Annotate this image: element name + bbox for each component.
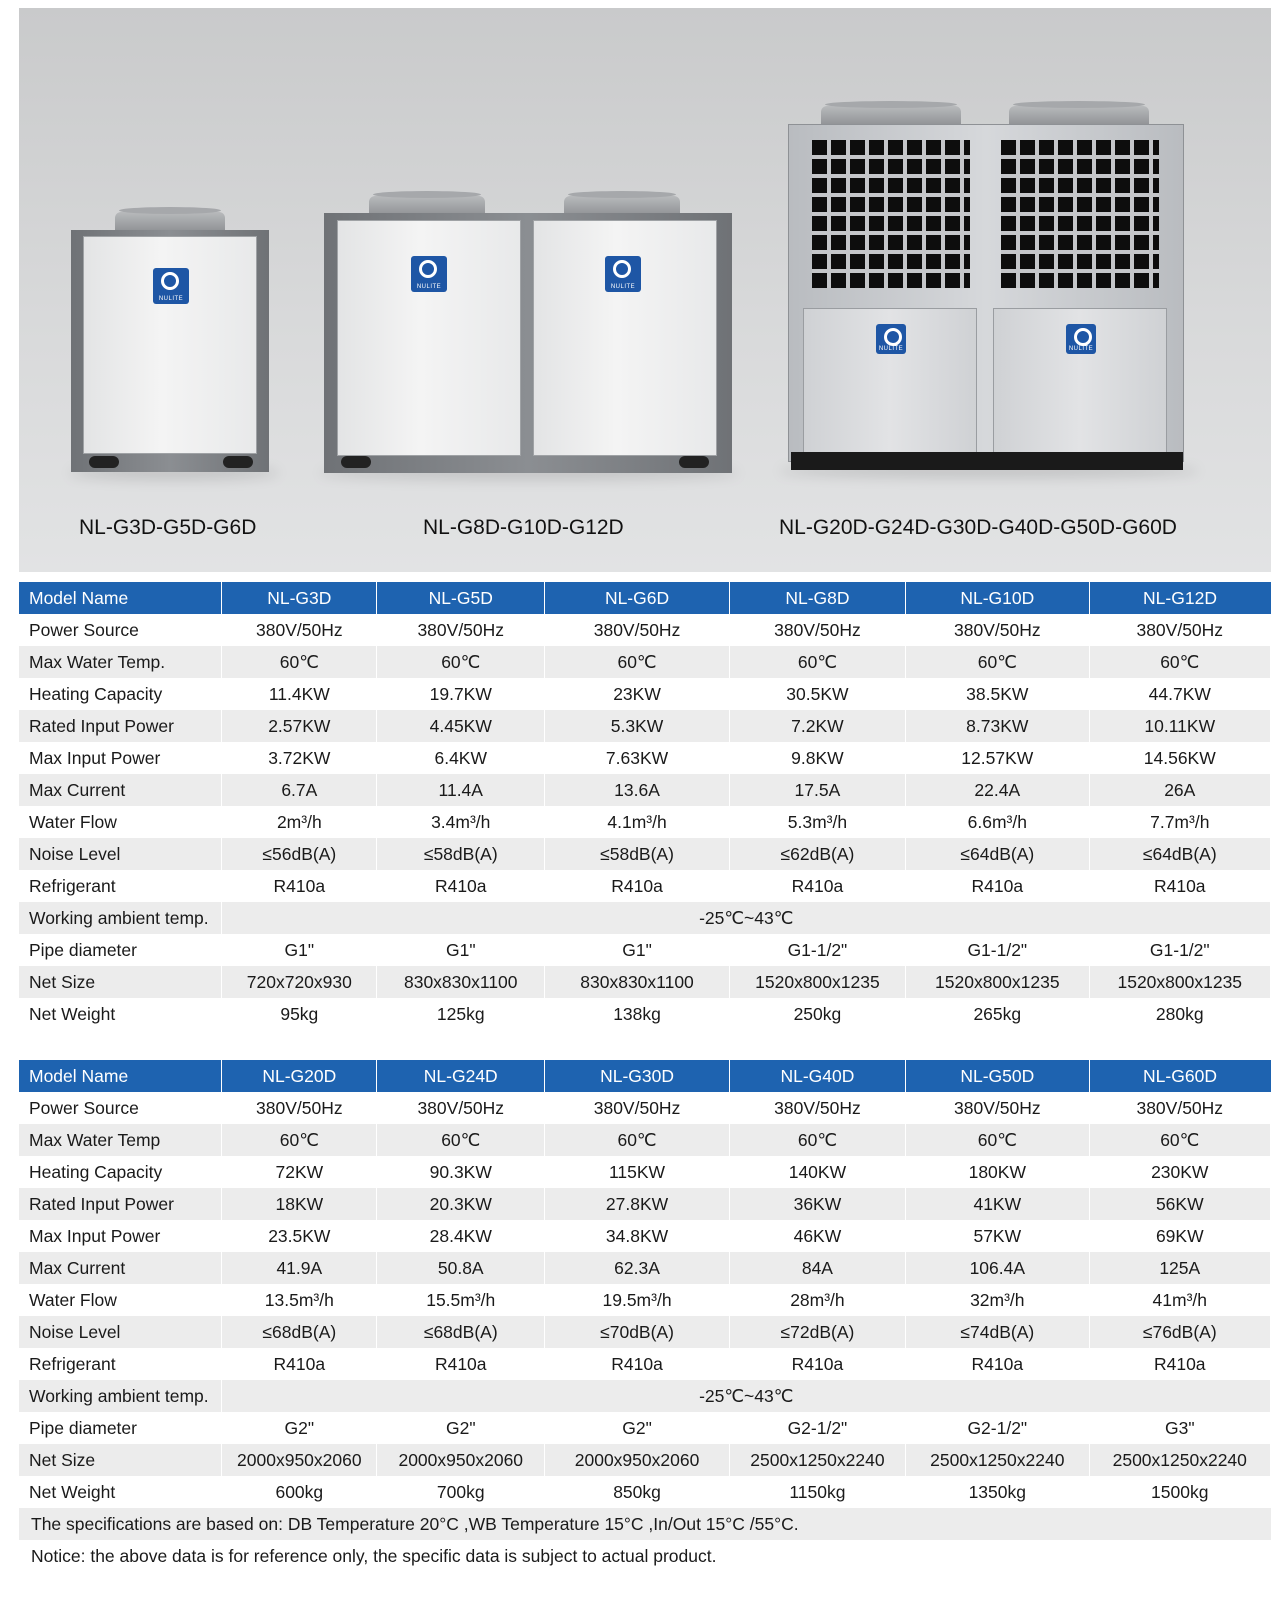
table-cell: NL-G8D	[729, 582, 905, 614]
table-cell: 138kg	[545, 998, 729, 1030]
row-label: Rated Input Power	[19, 1188, 222, 1220]
table-cell: 265kg	[906, 998, 1089, 1030]
table-cell: 60℃	[222, 1124, 377, 1156]
table-cell: 830x830x1100	[545, 966, 729, 998]
table-cell: R410a	[377, 870, 545, 902]
table-cell: 57KW	[906, 1220, 1089, 1252]
table-cell: 14.56KW	[1089, 742, 1270, 774]
table-cell: 380V/50Hz	[222, 614, 377, 646]
table-row	[19, 1188, 1271, 1220]
table-row	[19, 742, 1271, 774]
table-cell: 13.6A	[545, 774, 729, 806]
table-cell: 60℃	[1089, 1124, 1270, 1156]
table-cell: 125A	[1089, 1252, 1270, 1284]
table-row	[19, 870, 1271, 902]
table-cell: 17.5A	[729, 774, 905, 806]
table-cell: R410a	[906, 1348, 1089, 1380]
table-cell: NL-G10D	[906, 582, 1089, 614]
table-cell: 850kg	[545, 1476, 729, 1508]
row-label: Model Name	[19, 1060, 222, 1092]
table-row	[19, 1348, 1271, 1380]
spec-conditions-note: The specifications are based on: DB Temperature 20°C ,WB Temperature 15°C ,In/Out 15°C /55°C.	[19, 1508, 1271, 1540]
table-cell: 38.5KW	[906, 678, 1089, 710]
table-cell: 11.4A	[377, 774, 545, 806]
table-cell: 15.5m³/h	[377, 1284, 545, 1316]
table-row	[19, 998, 1271, 1030]
table-cell: 41.9A	[222, 1252, 377, 1284]
table-cell: 380V/50Hz	[377, 614, 545, 646]
table-cell: NL-G5D	[377, 582, 545, 614]
table-cell: R410a	[729, 870, 905, 902]
table-cell: G2"	[377, 1412, 545, 1444]
table-cell: NL-G30D	[545, 1060, 729, 1092]
table-cell: 180KW	[906, 1156, 1089, 1188]
table-cell: 34.8KW	[545, 1220, 729, 1252]
table-cell: 22.4A	[906, 774, 1089, 806]
spec-table-large	[19, 1060, 1271, 1508]
brand-logo-icon: NULITE	[411, 256, 447, 292]
table-cell: ≤74dB(A)	[906, 1316, 1089, 1348]
row-label: Max Current	[19, 774, 222, 806]
table-cell: G2-1/2"	[906, 1412, 1089, 1444]
table-cell: 125kg	[377, 998, 545, 1030]
table-cell: R410a	[545, 870, 729, 902]
table-cell: 2000x950x2060	[545, 1444, 729, 1476]
brand-logo-icon: NULITE	[153, 268, 189, 304]
disclaimer-note: Notice: the above data is for reference only, the specific data is subject to actual product.	[31, 1546, 717, 1566]
table-cell: G1-1/2"	[729, 934, 905, 966]
table-cell: 380V/50Hz	[377, 1092, 545, 1124]
table-cell: ≤68dB(A)	[377, 1316, 545, 1348]
table-row	[19, 1316, 1271, 1348]
table-cell: 20.3KW	[377, 1188, 545, 1220]
table-cell: 72KW	[222, 1156, 377, 1188]
table-cell: G2"	[545, 1412, 729, 1444]
table-cell: 32m³/h	[906, 1284, 1089, 1316]
table-cell: ≤58dB(A)	[377, 838, 545, 870]
row-label: Net Weight	[19, 998, 222, 1030]
table-cell: R410a	[1089, 870, 1270, 902]
table-cell: 50.8A	[377, 1252, 545, 1284]
table-cell: G1-1/2"	[906, 934, 1089, 966]
table-row	[19, 1476, 1271, 1508]
table-row	[19, 710, 1271, 742]
table-cell: 46KW	[729, 1220, 905, 1252]
row-label: Working ambient temp.	[19, 902, 222, 934]
table-cell: 19.7KW	[377, 678, 545, 710]
row-label: Model Name	[19, 582, 222, 614]
product-image-banner	[19, 8, 1271, 572]
table-cell: 2500x1250x2240	[729, 1444, 905, 1476]
table-cell: 4.1m³/h	[545, 806, 729, 838]
table-cell: ≤64dB(A)	[906, 838, 1089, 870]
table-cell: G1-1/2"	[1089, 934, 1270, 966]
table-cell: 2500x1250x2240	[906, 1444, 1089, 1476]
table-cell: 30.5KW	[729, 678, 905, 710]
row-label: Heating Capacity	[19, 1156, 222, 1188]
table-cell: 18KW	[222, 1188, 377, 1220]
table-row	[19, 678, 1271, 710]
table-cell: 1500kg	[1089, 1476, 1270, 1508]
brand-logo-icon: NULITE	[876, 324, 906, 354]
table-cell: 380V/50Hz	[906, 614, 1089, 646]
table-cell: 3.72KW	[222, 742, 377, 774]
table-cell: 380V/50Hz	[906, 1092, 1089, 1124]
table-cell: G2"	[222, 1412, 377, 1444]
row-label: Heating Capacity	[19, 678, 222, 710]
row-label: Water Flow	[19, 806, 222, 838]
ambient-temp-value: -25℃~43℃	[222, 1380, 1271, 1412]
row-label: Net Size	[19, 1444, 222, 1476]
table-row	[19, 614, 1271, 646]
table-cell: 115KW	[545, 1156, 729, 1188]
table-cell: 41m³/h	[1089, 1284, 1270, 1316]
table-cell: R410a	[1089, 1348, 1270, 1380]
table-cell: 1350kg	[906, 1476, 1089, 1508]
caption-large-series: NL-G20D-G24D-G30D-G40D-G50D-G60D	[779, 516, 1177, 539]
table-cell: G2-1/2"	[729, 1412, 905, 1444]
table-cell: NL-G60D	[1089, 1060, 1270, 1092]
table-cell: 720x720x930	[222, 966, 377, 998]
table-cell: NL-G40D	[729, 1060, 905, 1092]
table-cell: 700kg	[377, 1476, 545, 1508]
row-label: Noise Level	[19, 1316, 222, 1348]
table-row	[19, 774, 1271, 806]
table-cell: G3"	[1089, 1412, 1270, 1444]
caption-small-series: NL-G3D-G5D-G6D	[79, 516, 257, 539]
table-cell: ≤70dB(A)	[545, 1316, 729, 1348]
table-cell: 27.8KW	[545, 1188, 729, 1220]
table-cell: 62.3A	[545, 1252, 729, 1284]
table-cell: 60℃	[545, 1124, 729, 1156]
table-row	[19, 1444, 1271, 1476]
table-row	[19, 1380, 1271, 1412]
table-cell: 10.11KW	[1089, 710, 1270, 742]
table-cell: 380V/50Hz	[729, 1092, 905, 1124]
table-cell: 380V/50Hz	[222, 1092, 377, 1124]
table-cell: R410a	[906, 870, 1089, 902]
table-cell: 7.63KW	[545, 742, 729, 774]
ambient-temp-value: -25℃~43℃	[222, 902, 1271, 934]
table-cell: 28m³/h	[729, 1284, 905, 1316]
table-cell: 230KW	[1089, 1156, 1270, 1188]
table-cell: 1150kg	[729, 1476, 905, 1508]
table-cell: 2500x1250x2240	[1089, 1444, 1270, 1476]
table-cell: 6.6m³/h	[906, 806, 1089, 838]
table-cell: ≤58dB(A)	[545, 838, 729, 870]
table-cell: 4.45KW	[377, 710, 545, 742]
fan-grille	[1001, 140, 1159, 288]
table-cell: 2000x950x2060	[222, 1444, 377, 1476]
table-cell: ≤72dB(A)	[729, 1316, 905, 1348]
row-label: Max Water Temp	[19, 1124, 222, 1156]
row-label: Net Weight	[19, 1476, 222, 1508]
table-cell: 380V/50Hz	[1089, 614, 1270, 646]
table-cell: 380V/50Hz	[545, 1092, 729, 1124]
table-cell: R410a	[222, 870, 377, 902]
row-label: Max Input Power	[19, 742, 222, 774]
table-cell: 44.7KW	[1089, 678, 1270, 710]
table-cell: 380V/50Hz	[729, 614, 905, 646]
table-cell: ≤62dB(A)	[729, 838, 905, 870]
table-row	[19, 806, 1271, 838]
table-cell: 28.4KW	[377, 1220, 545, 1252]
table-cell: 12.57KW	[906, 742, 1089, 774]
row-label: Net Size	[19, 966, 222, 998]
table-cell: NL-G3D	[222, 582, 377, 614]
row-label: Pipe diameter	[19, 1412, 222, 1444]
table-cell: 2000x950x2060	[377, 1444, 545, 1476]
table-cell: 19.5m³/h	[545, 1284, 729, 1316]
table-row	[19, 902, 1271, 934]
brand-logo-icon: NULITE	[1066, 324, 1096, 354]
table-cell: 13.5m³/h	[222, 1284, 377, 1316]
table-cell: 60℃	[906, 646, 1089, 678]
table-row	[19, 1220, 1271, 1252]
table-cell: 3.4m³/h	[377, 806, 545, 838]
table-row	[19, 838, 1271, 870]
table-cell: G1"	[545, 934, 729, 966]
row-label: Max Water Temp.	[19, 646, 222, 678]
table-cell: 600kg	[222, 1476, 377, 1508]
table-cell: ≤64dB(A)	[1089, 838, 1270, 870]
table-cell: 280kg	[1089, 998, 1270, 1030]
table-cell: 60℃	[545, 646, 729, 678]
table-cell: 140KW	[729, 1156, 905, 1188]
table-row	[19, 1284, 1271, 1316]
table-cell: 90.3KW	[377, 1156, 545, 1188]
table-cell: 5.3KW	[545, 710, 729, 742]
spec-table-small-medium	[19, 582, 1271, 1030]
table-row	[19, 1252, 1271, 1284]
row-label: Refrigerant	[19, 1348, 222, 1380]
table-cell: ≤68dB(A)	[222, 1316, 377, 1348]
table-cell: 9.8KW	[729, 742, 905, 774]
row-label: Pipe diameter	[19, 934, 222, 966]
table-cell: 11.4KW	[222, 678, 377, 710]
table-cell: R410a	[377, 1348, 545, 1380]
table-cell: 5.3m³/h	[729, 806, 905, 838]
table-cell: 2m³/h	[222, 806, 377, 838]
table-cell: NL-G12D	[1089, 582, 1270, 614]
table-cell: 60℃	[377, 1124, 545, 1156]
table-cell: 41KW	[906, 1188, 1089, 1220]
table-cell: 84A	[729, 1252, 905, 1284]
fan-grille	[812, 140, 970, 288]
table-cell: 23KW	[545, 678, 729, 710]
table-cell: NL-G24D	[377, 1060, 545, 1092]
table-cell: 60℃	[377, 646, 545, 678]
table-cell: ≤76dB(A)	[1089, 1316, 1270, 1348]
table-cell: 6.7A	[222, 774, 377, 806]
table-cell: NL-G20D	[222, 1060, 377, 1092]
table-row	[19, 1124, 1271, 1156]
table-cell: ≤56dB(A)	[222, 838, 377, 870]
table-cell: R410a	[729, 1348, 905, 1380]
table-cell: 106.4A	[906, 1252, 1089, 1284]
table-row	[19, 934, 1271, 966]
table-cell: 830x830x1100	[377, 966, 545, 998]
table-cell: R410a	[222, 1348, 377, 1380]
table-row	[19, 1156, 1271, 1188]
caption-medium-series: NL-G8D-G10D-G12D	[423, 516, 624, 539]
table-cell: 60℃	[729, 646, 905, 678]
table-cell: 60℃	[222, 646, 377, 678]
table-cell: 23.5KW	[222, 1220, 377, 1252]
row-label: Water Flow	[19, 1284, 222, 1316]
table-cell: 36KW	[729, 1188, 905, 1220]
row-label: Rated Input Power	[19, 710, 222, 742]
table-cell: 380V/50Hz	[545, 614, 729, 646]
brand-logo-icon: NULITE	[605, 256, 641, 292]
table-cell: 69KW	[1089, 1220, 1270, 1252]
table-cell: 8.73KW	[906, 710, 1089, 742]
table-cell: 6.4KW	[377, 742, 545, 774]
row-label: Working ambient temp.	[19, 1380, 222, 1412]
table-cell: 380V/50Hz	[1089, 1092, 1270, 1124]
table-cell: 95kg	[222, 998, 377, 1030]
table-row	[19, 1060, 1271, 1092]
table-row	[19, 582, 1271, 614]
row-label: Power Source	[19, 614, 222, 646]
table-cell: 60℃	[729, 1124, 905, 1156]
table-cell: 60℃	[906, 1124, 1089, 1156]
table-cell: 56KW	[1089, 1188, 1270, 1220]
table-cell: 60℃	[1089, 646, 1270, 678]
table-cell: 7.2KW	[729, 710, 905, 742]
table-cell: G1"	[377, 934, 545, 966]
row-label: Power Source	[19, 1092, 222, 1124]
table-cell: 7.7m³/h	[1089, 806, 1270, 838]
row-label: Max Input Power	[19, 1220, 222, 1252]
table-row	[19, 646, 1271, 678]
row-label: Max Current	[19, 1252, 222, 1284]
table-cell: 2.57KW	[222, 710, 377, 742]
table-cell: 250kg	[729, 998, 905, 1030]
table-cell: G1"	[222, 934, 377, 966]
table-row	[19, 1092, 1271, 1124]
row-label: Noise Level	[19, 838, 222, 870]
table-cell: 26A	[1089, 774, 1270, 806]
row-label: Refrigerant	[19, 870, 222, 902]
table-row	[19, 966, 1271, 998]
table-cell: 1520x800x1235	[729, 966, 905, 998]
table-cell: NL-G6D	[545, 582, 729, 614]
table-cell: R410a	[545, 1348, 729, 1380]
table-row	[19, 1412, 1271, 1444]
table-cell: 1520x800x1235	[906, 966, 1089, 998]
table-cell: 1520x800x1235	[1089, 966, 1270, 998]
table-cell: NL-G50D	[906, 1060, 1089, 1092]
